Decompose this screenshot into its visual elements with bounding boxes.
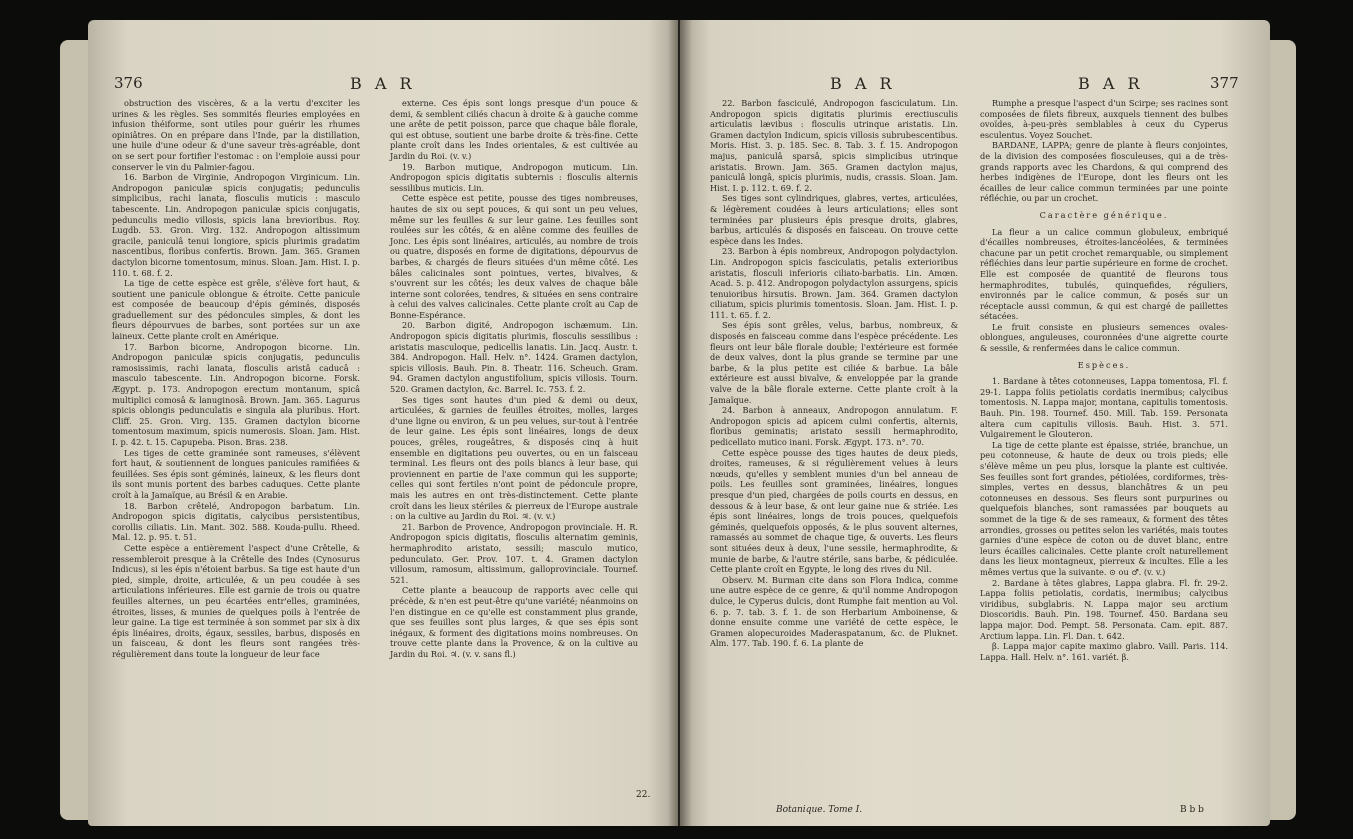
right-page bbox=[680, 20, 1270, 826]
right-page-column-2 bbox=[980, 98, 1228, 662]
paragraph: 21. Barbon de Provence, Andropogon provinciale. H. R. Andropogon spicis digitatis, flosculis alternatim geminis, hermaphrodito aristato, sessili; masculo mutico, pedunculato. Ger. Prov. 107. t. 4. Gramen dactylon villosum, ramosum, altissimum, galloprovinciale. Tournef. 521. bbox=[390, 521, 638, 585]
paragraph: 1. Bardane à têtes cotonneuses, Lappa tomentosa, Fl. f. 29-1. Lappa foliis petiolatis cordatis inermibus; calycibus tomentosis. N. Lappa major, montana, capitulis tomentosis. Bauh. Pin. 198. Tournef. 450. Mill. Tab. 159. Personata altera cum capitulis villosis. Bauh. Hist. 3. 571. Vulgairement le Glouteron. bbox=[980, 376, 1228, 440]
running-head: B A R bbox=[1078, 74, 1144, 93]
running-head: B A R bbox=[830, 74, 896, 93]
right-page-header bbox=[680, 74, 1270, 96]
paragraph: 24. Barbon à anneaux, Andropogon annulatum. F. Andropogon spicis ad apicem culmi confertis, alternis, floribus geminatis; aristato sessili hermaphrodito, pedicellato mutico inani. Forsk. Ægypt. 173. n°. 70. bbox=[710, 405, 958, 447]
paragraph: Ses tiges sont hautes d'un pied & demi ou deux, articulées, & garnies de feuilles étroites, molles, larges d'une ligne ou environ, & un peu velues, sur-tout à l'entrée de leur gaine. Les épis sont linéaires, longs de deux pouces, grêles, rougeâtres, & disposés cinq à huit ensemble en digitations peu ouvertes, ou en un faisceau terminal. Les fleurs ont des poils blancs à leur base, qui proviennent en partie de l'axe commun qui les supporte; celles qui sont fertiles n'ont point de pédoncule propre, mais les autres en ont très-distinctement. Cette plante croît dans les lieux stériles & pierreux de l'Europe australe : on la cultive au Jardin du Roi. ♃. (v. v.) bbox=[390, 394, 638, 522]
left-page bbox=[88, 20, 678, 826]
paragraph: 16. Barbon de Virginie, Andropogon Virginicum. Lin. Andropogon paniculæ spicis conjugatis; pedunculis simplicibus, rachi lanata, flosculis muticis : masculo tabescente. Lin. Andropogon paniculæ spicis conjugatis, pedunculis medio villosis, spicis lana brevioribus. Roy. Lugdb. 53. Gron. Virg. 132. Andropogon altissimum gracile, paniculâ tenui longiore, spicis plurimis gradatim nascentibus, floribus confertis. Brown. Jam. 365. Gramen dactylon bicorne tomentosum, minus. Sloan. Jam. Hist. I. p. 110. t. 68. f. 2. bbox=[112, 172, 360, 278]
paragraph: Cette espèce est petite, pousse des tiges nombreuses, hautes de six ou sept pouces, & qui sont un peu velues, même sur les feuilles & sur leur gaine. Les feuilles sont roulées sur les côtés, & en alêne comme des feuilles de Jonc. Les épis sont linéaires, articulés, au nombre de trois ou quatre, disposés en forme de digitations, dépourvus de barbes, & chargés de fleurs situées d'un même côté. Les bâles calicinales sont pointues, vertes, bivalves, & s'ouvrent sur les côtés; les deux valves de chaque bâle interne sont colorées, tendres, & situées en sens contraire à celui des valves calicinales. Cette plante croît au Cap de Bonne-Espérance. bbox=[390, 193, 638, 320]
paragraph: La tige de cette espèce est grêle, s'élève fort haut, & soutient une panicule oblongue & étroite. Cette panicule est composée de beaucoup d'épis géminés, disposés graduellement sur des pédoncules simples, & dont les fleurs dépourvues de barbes, sont portées sur un axe laineux. Cette plante croît en Amérique. bbox=[112, 278, 360, 342]
page-number: 376 bbox=[114, 74, 143, 92]
section-heading: Espèces. bbox=[1077, 359, 1131, 370]
paragraph: β. Lappa major capite maximo glabro. Vaill. Paris. 114. Lappa. Hall. Helv. n°. 161. variét. β. bbox=[980, 641, 1228, 662]
left-page-edges bbox=[60, 40, 90, 820]
paragraph: Observ. M. Burman cite dans son Flora Indica, comme une autre espèce de ce genre, & qu'il nomme Andropogon dulce, le Cyperus dulcis, dont Rumphe fait mention au Vol. 6. p. 7. tab. 3. f. 1. de son Herbarium Amboinense, & donne ensuite comme une variété de cette espèce, le Gramen alopecuroides Maderaspatanum, &c. de Pluknet. Alm. 177. Tab. 190. f. 6. La plante de bbox=[710, 574, 958, 649]
paragraph: 2. Bardane à têtes glabres, Lappa glabra. Fl. fr. 29-2. Lappa foliis petiolatis, cordatis, inermibus; calycibus viridibus, subglabris. N. Lappa major seu arctium Dioscoridis. Bauh. Pin. 198. Tournef. 450. Bardana seu lappa major. Dod. Pempt. 58. Personata. Cam. epit. 887. Arctium lappa. Lin. Fl. Dan. t. 642. bbox=[980, 577, 1228, 641]
paragraph: Cette espèce a entièrement l'aspect d'une Crêtelle, & ressembleroit presque à la Crêtelle des Indes (Cynosurus Indicus), si les épis n'étoient barbus. Sa tige est haute d'un pied, simple, droite, articulée, & un peu coudée à ses articulations inférieures. Elle est garnie de trois ou quatre feuilles alternes, un peu écartées entr'elles, graminées, étroites, lisses, & munies de quelques poils à l'entrée de leur gaine. La tige est terminée à son sommet par six à dix épis linéaires, droits, égaux, sessiles, barbus, disposés en un faisceau, & dont les fleurs sont rangées très-régulièrement dans toute la longueur de leur face bbox=[112, 542, 360, 659]
paragraph: Ses tiges sont cylindriques, glabres, vertes, articulées, & légèrement coudées à leurs articulations; elles sont terminées par plusieurs épis presque droits, glabres, barbus, articulés & disposés en faisceau. On trouve cette espèce dans les Indes. bbox=[710, 193, 958, 246]
catchword: 22. bbox=[636, 790, 651, 800]
paragraph: Le fruit consiste en plusieurs semences ovales-oblongues, anguleuses, couronnées d'une aigrette courte & sessile, & renfermées dans le calice commun. bbox=[980, 321, 1228, 354]
paragraph: Cette espèce pousse des tiges hautes de deux pieds, droites, rameuses, & si régulièrement velues à leurs nœuds, qu'elles y semblent munies d'un bel anneau de poils. Les feuilles sont graminées, linéaires, longues presque d'un pied, chargées de poils courts en dessus, en dessous & à leur base, & ont leur gaine nue & striée. Les épis sont linéaires, longs de trois pouces, quelquefois géminés, quelquefois opposés, & le plus souvent alternes, ramassés au sommet de chaque tige, & ouverts. Les fleurs sont situées deux à deux, l'une sessile, hermaphrodite, & munie de barbe, & l'autre stérile, sans barbe, & pédiculée. Cette plante croît en Egypte, le long des rives du Nil. bbox=[710, 447, 958, 575]
paragraph: 18. Barbon crêtelé, Andropogon barbatum. Lin. Andropogon spicis digitatis, calycibus persistentibus, corollis ciliatis. Lin. Mant. 302. 588. Kouda-pullu. Rheed. Mal. 12. p. 95. t. 51. bbox=[112, 500, 360, 543]
paragraph: 20. Barbon digité, Andropogon ischæmum. Lin. Andropogon spicis digitatis plurimis, flosculis sessilibus : aristatis masculoque, pedicellis lanatis. Lin. Jacq. Austr. t. 384. Andropogon. Hall. Helv. n°. 1424. Gramen dactylon, spicis villosis. Bauh. Pin. 8. Theatr. 116. Scheuch. Gram. 94. Gramen dactylon angustifolium, spicis villosis. Tourn. 520. Gramen dactylon, &c. Barrel. Ic. 753. f. 2. bbox=[390, 320, 638, 395]
paragraph: La fleur a un calice commun globuleux, embriqué d'écailles nombreuses, étroites-lancéolées, & terminées chacune par un petit crochet remarquable, ou simplement réfléchies dans leur partie supérieure en forme de crochet. Elle est composée de quantité de fleurons tous hermaphrodites, tubulés, quinquefides, réguliers, environnés par le calice commun, & posés sur un réceptacle aussi commun, & qui est chargé de paillettes sétacées. bbox=[980, 226, 1228, 322]
paragraph: La tige de cette plante est épaisse, striée, branchue, un peu cotonneuse, & haute de deux ou trois pieds; elle s'élève même un peu plus, lorsque la plante est cultivée. Ses feuilles sont fort grandes, pétiolées, cordiformes, très-simples, vertes en dessus, blanchâtres & un peu cotonneuses en dessous. Ses fleurs sont purpurines ou quelquefois blanches, sont ramassées par bouquets au sommet de la tige & de ses rameaux, & forment des têtes arrondies, grosses ou petites selon les variétés, mais toutes garnies d'une espèce de coton ou de duvet blanc, entre leurs écailles calicinales. Cette plante croît naturellement dans les lieux montagneux, pierreux & incultes. Elle a les mêmes vertus que la suivante. ⊙ ou ♂. (v. v.) bbox=[980, 439, 1228, 577]
paragraph: Les tiges de cette graminée sont rameuses, s'élèvent fort haut, & soutiennent de longues panicules ramifiées & feuillées. Ses épis sont géminés, laineux, & les fleurs dont ils sont munis portent des barbes caduques. Cette plante croît à la Jamaïque, au Brésil & en Arabie. bbox=[112, 447, 360, 500]
page-number: 377 bbox=[1210, 74, 1239, 92]
paragraph: Cette plante a beaucoup de rapports avec celle qui précède, & n'en est peut-être qu'une variété; néanmoins on l'en distingue en ce qu'elle est constamment plus grande, que ses feuilles sont plus larges, & que ses épis sont inégaux, & forment des digitations moins nombreuses. On trouve cette plante dans la Provence, & on la cultive au Jardin du Roi. ♃. (v. v. sans fl.) bbox=[390, 585, 638, 659]
paragraph: 19. Barbon mutique, Andropogon muticum. Lin. Andropogon spicis digitatis subternis : flosculis alternis sessilibus muticis. Lin. bbox=[390, 161, 638, 193]
running-head: B A R bbox=[350, 74, 416, 93]
paragraph: 23. Barbon à épis nombreux, Andropogon polydactylon. Lin. Andropogon spicis fasciculatis, petalis exterioribus aristatis, flosculi inferioris ciliato-barbatis. Lin. Amœn. Acad. 5. p. 412. Andropogon polydactylon assurgens, spicis tenuioribus hirsutis. Brown. Jam. 364. Gramen dactylon ciliatum, spicis plurimis tomentosis. Sloan. Jam. Hist. I. p. 111. t. 65. f. 2. bbox=[710, 246, 958, 320]
right-page-column-1 bbox=[710, 98, 958, 649]
left-page-column-2 bbox=[390, 98, 638, 659]
paragraph: externe. Ces épis sont longs presque d'un pouce & demi, & semblent ciliés chacun à droite & à gauche comme une arête de petit poisson, parce que chaque bâle florale, qui est obtuse, soutient une barbe droite & très-fine. Cette plante croît dans les Indes orientales, & est cultivée au Jardin du Roi. (v. v.) bbox=[390, 98, 638, 161]
book-gutter bbox=[668, 20, 692, 826]
paragraph: Rumphe a presque l'aspect d'un Scirpe; ses racines sont composées de filets fibreux, auxquels tiennent des bulbes ovoïdes, à-peu-près semblables à ceux du Cyperus esculentus. Voyez Souchet. bbox=[980, 98, 1228, 140]
paragraph: Ses épis sont grêles, velus, barbus, nombreux, & disposés en faisceau comme dans l'espèce précédente. Les fleurs ont leur bâle florale double; l'extérieure est formée de deux valves, dont la plus grande se termine par une barbe, & la plus petite est ciliée & barbue. La bâle extérieure est aussi bivalve, & enveloppée par la grande valve de la bâle florale externe. Cette plante croît à la Jamaïque. bbox=[710, 320, 958, 405]
signature-mark: B b b bbox=[1180, 805, 1204, 815]
paragraph: 22. Barbon fasciculé, Andropogon fasciculatum. Lin. Andropogon spicis digitatis plurimis erectiusculis articulatis lævibus : flosculis utrinque aristatis. Lin. Gramen dactylon Indicum, spicis villosis subrubescentibus. Moris. Hist. 3. p. 185. Sec. 8. Tab. 3. f. 15. Andropogon majus, paniculâ sparsâ, spicis simplicibus utrinque aristatis. Brown. Jam. 365. Gramen dactylon majus, paniculâ longâ, spicis plurimis, nudis, crassis. Sloan. Jam. Hist. I. p. 112. t. 69. f. 2. bbox=[710, 98, 958, 193]
paragraph: 17. Barbon bicorne, Andropogon bicorne. Lin. Andropogon paniculæ spicis conjugatis, pedunculis ramosissimis, rachi lanata, flosculis aristâ caducâ : masculo tabescente. Lin. Andropogon bicorne. Forsk. Ægypt. p. 173. Andropogon erectum montanum, spicâ multiplici comosâ & lanuginosâ. Brown. Jam. 365. Lagurus spicis oblongis pedunculatis e singula ala pluribus. Hort. Cliff. 25. Gron. Virg. 135. Gramen dactylon bicorne tomentosum maximum, spicis numerosis. Sloan. Jam. Hist. I. p. 42. t. 15. Capupeba. Pison. Bras. 238. bbox=[112, 341, 360, 447]
right-page-edges bbox=[1268, 40, 1296, 820]
section-heading: Caractère générique. bbox=[1039, 209, 1169, 220]
paragraph: obstruction des viscères, & a la vertu d'exciter les urines & les règles. Ses sommités fleuries employées en infusion théiforme, sont utiles pour guérir les rhumes opiniâtres. On en prépare dans l'Inde, par la distillation, une huile d'une odeur & d'une saveur très-agréable, dont on se sert pour fortifier l'estomac : on l'emploie aussi pour conserver le vin du Palmier-fagou. bbox=[112, 98, 360, 172]
paragraph: BARDANE, LAPPA; genre de plante à fleurs conjointes, de la division des composées flosculeuses, qui a de très-grands rapports avec les Chardons, & qui comprend des herbes indigènes de l'Europe, dont les fleurs ont les écailles de leur calice commun terminées par une pointe réfléchie, ou par un crochet. bbox=[980, 140, 1228, 204]
left-page-header bbox=[88, 74, 678, 96]
footer-title: Botanique. Tome I. bbox=[776, 805, 863, 815]
left-page-column-1 bbox=[112, 98, 360, 659]
